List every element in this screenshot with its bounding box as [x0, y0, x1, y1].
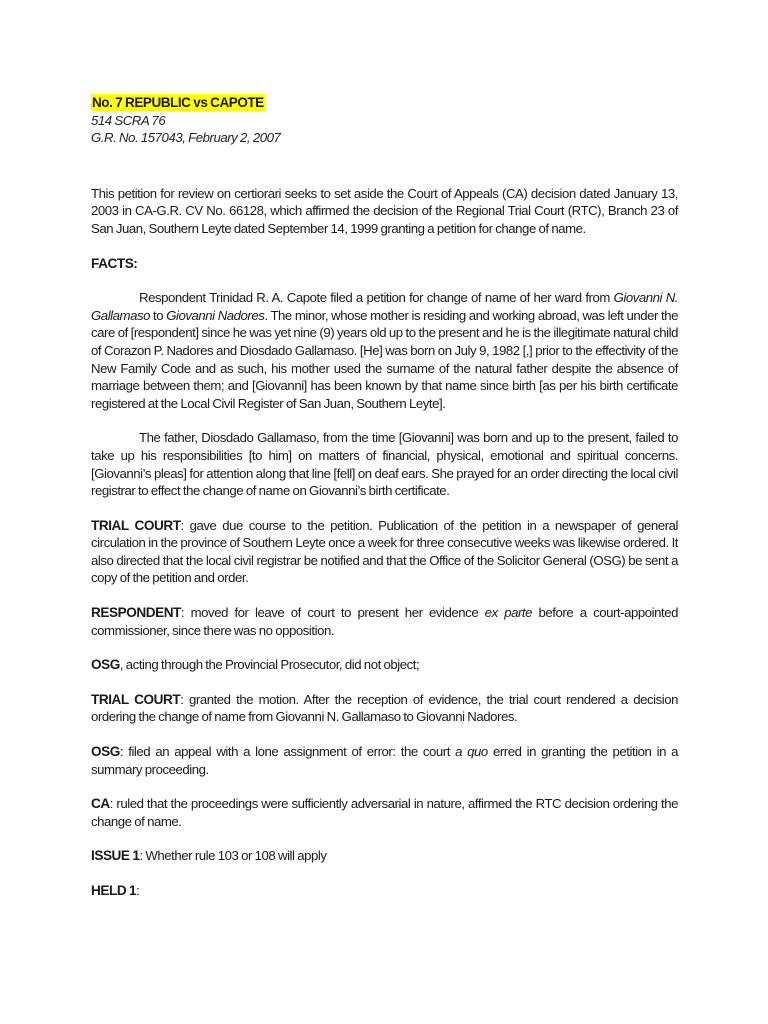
a-quo-term: a quo [455, 744, 488, 760]
case-title: No. 7 REPUBLIC vs CAPOTE [92, 95, 264, 110]
trial-court-entry-1 [91, 517, 678, 587]
trial-court-text-2: : granted the motion. After the reception of evidence, the trial court rendered a decision ordering the change of name from Giovanni N. Gallamaso to Giovanni Nadores. [91, 691, 678, 725]
respondent-entry [91, 604, 678, 639]
issue-1-label: ISSUE 1 [91, 848, 140, 864]
ca-label: CA [91, 796, 110, 812]
facts-heading: FACTS: [91, 255, 138, 271]
osg-text: , acting through the Provincial Prosecutor, did not object; [119, 657, 420, 673]
held-1-label: HELD 1 [91, 883, 137, 898]
trial-court-text: : gave due course to the petition. Publication of the petition in a newspaper of general circulation in the province of Southern Leyte once a week for three consecutive weeks was likewise ordered. It also directed that the local civil registrar be notified and that the Office of the Solicitor General (OSG) be sent a copy of the petition and order. [91, 517, 678, 586]
name-to: Giovanni Nadores [166, 307, 265, 323]
facts-paragraph-1 [91, 289, 678, 412]
intro-paragraph: This petition for review on certiorari seeks to set aside the Court of Appeals (CA) decision dated January 13, 2003 in CA-G.R. CV No. 66128, which affirmed the decision of the Regional Trial Court (RTC), Branch 23 of San Juan, Southern Leyte dated September 14, 1999 granting a petition for change of name. [91, 185, 678, 236]
facts-p1-text-a: Respondent Trinidad R. A. Capote filed a petition for change of name of her ward from [139, 290, 614, 306]
document-page [91, 94, 678, 900]
gr-citation: G.R. No. 157043, February 2, 2007 [91, 130, 281, 146]
name-from: Giovanni N. Gallamaso [91, 290, 678, 323]
osg-label-2: OSG [91, 744, 120, 760]
respondent-text-b: before a court-appointed commissioner, since there was no opposition. [91, 605, 678, 638]
respondent-text-a: : moved for leave of court to present her evidence [180, 605, 485, 621]
facts-p1-text-c: . The minor, whose mother is residing and working abroad, was left under the care of [respondent] since he was yet nine (9) years old up to the present and he is the illegitimate natural child of Corazon P. Nadores and Diosdado Gallamaso. [He] was born on July 9, 1982 [,] prior to the effectivity of the New Family Code and as such, his mother used the surname of the natural father despite the absence of marriage between them; and [Giovanni] has been known by that name since birth [as per his birth certificate registered at the Local Civil Register of San Juan, Southern Leyte]. [91, 307, 678, 411]
respondent-label: RESPONDENT [91, 605, 181, 621]
held-1-entry [91, 882, 678, 900]
ca-entry [91, 795, 678, 830]
osg-entry-1 [91, 656, 678, 674]
case-header [91, 94, 678, 147]
facts-p1-text-b: to [149, 307, 167, 323]
osg-text-2a: : filed an appeal with a lone assignment of error: the court [119, 744, 456, 760]
ca-text: : ruled that the proceedings were sufficiently adversarial in nature, affirmed the RTC decision ordering the change of name. [91, 796, 678, 829]
facts-paragraph-2: The father, Diosdado Gallamaso, from the time [Giovanni] was born and up to the present, failed to take up his responsibilities [to him] on matters of financial, physical, emotional and spiritual concerns. [Giovanni’s pleas] for attention along that line [fell] on deaf ears. She prayed for an order directing the local civil registrar to effect the change of name on Giovanni’s birth certificate. [91, 430, 678, 499]
trial-court-label-2: TRIAL COURT [91, 691, 181, 707]
trial-court-entry-2 [91, 691, 678, 726]
scra-citation: 514 SCRA 76 [91, 112, 166, 128]
osg-text-2b: erred in granting the petition in a summary proceeding. [91, 744, 678, 777]
osg-label: OSG [91, 657, 120, 673]
issue-1-entry [91, 847, 678, 865]
osg-entry-2 [91, 743, 678, 778]
ex-parte-term: ex parte [484, 605, 533, 621]
issue-1-text: : Whether rule 103 or 108 will apply [139, 848, 327, 864]
trial-court-label: TRIAL COURT [91, 517, 181, 533]
held-1-text: : [136, 883, 140, 898]
